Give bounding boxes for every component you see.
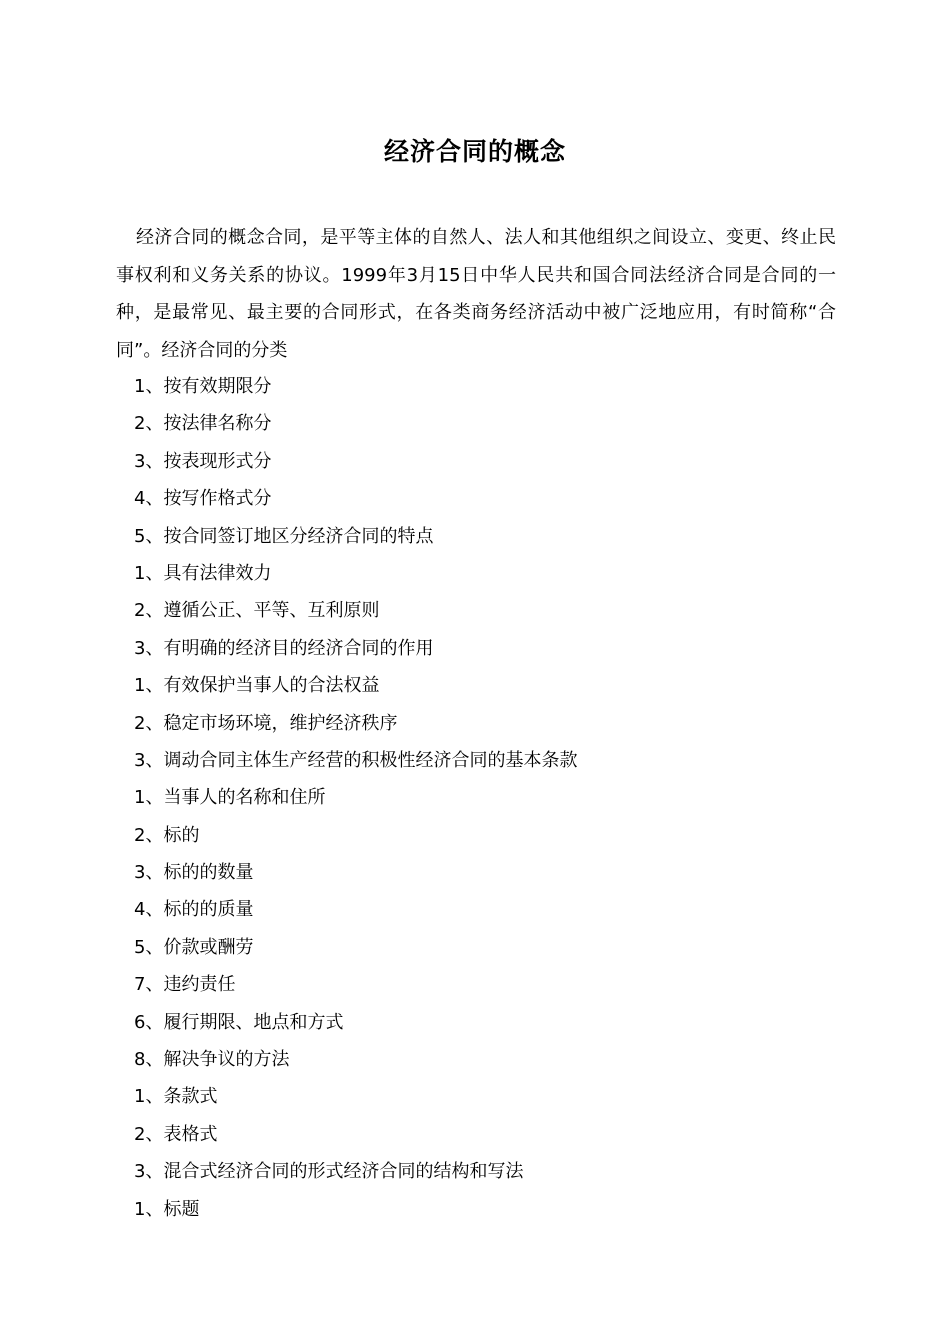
item-list	[134, 368, 834, 1228]
list-item: 1、有效保护当事人的合法权益	[134, 675, 380, 697]
list-item: 2、遵循公正、平等、互利原则	[134, 600, 380, 622]
list-item: 6、履行期限、地点和方式	[134, 1011, 344, 1033]
list-item: 1、按有效期限分	[134, 376, 272, 397]
list-item: 1、标题	[134, 1198, 200, 1220]
list-item: 1、当事人的名称和住所	[134, 787, 326, 809]
list-item: 1、具有法律效力	[134, 562, 272, 584]
list-item: 3、调动合同主体生产经营的积极性经济合同的基本条款	[134, 749, 578, 771]
intro-paragraph: 经济合同的概念合同，是平等主体的自然人、法人和其他组织之间设立、变更、终止民事权利和义务关系的协议。1999年3月15日中华人民共和国合同法经济合同是合同的一种，是最常见、最主要的合同形式，在各类商务经济活动中被广泛地应用，有时简称“合同”。经济合同的分类	[116, 227, 836, 361]
list-item: 5、价款或酬劳	[134, 936, 254, 958]
list-item: 4、标的的质量	[134, 899, 254, 921]
list-item: 2、标的	[134, 824, 200, 846]
list-item: 2、稳定市场环境，维护经济秩序	[134, 712, 398, 734]
list-item: 3、有明确的经济目的经济合同的作用	[134, 637, 434, 659]
list-item: 5、按合同签订地区分经济合同的特点	[134, 525, 434, 547]
list-item: 2、按法律名称分	[134, 413, 272, 435]
list-item: 7、违约责任	[134, 974, 236, 996]
list-item: 3、混合式经济合同的形式经济合同的结构和写法	[134, 1161, 524, 1183]
document-title: 经济合同的概念	[383, 137, 566, 166]
list-item: 4、按写作格式分	[134, 488, 272, 510]
list-item: 2、表格式	[134, 1123, 218, 1145]
list-item: 1、条款式	[134, 1086, 218, 1108]
list-item: 3、按表现形式分	[134, 450, 272, 472]
list-item: 3、标的的数量	[134, 862, 254, 884]
list-item: 8、解决争议的方法	[134, 1049, 290, 1071]
